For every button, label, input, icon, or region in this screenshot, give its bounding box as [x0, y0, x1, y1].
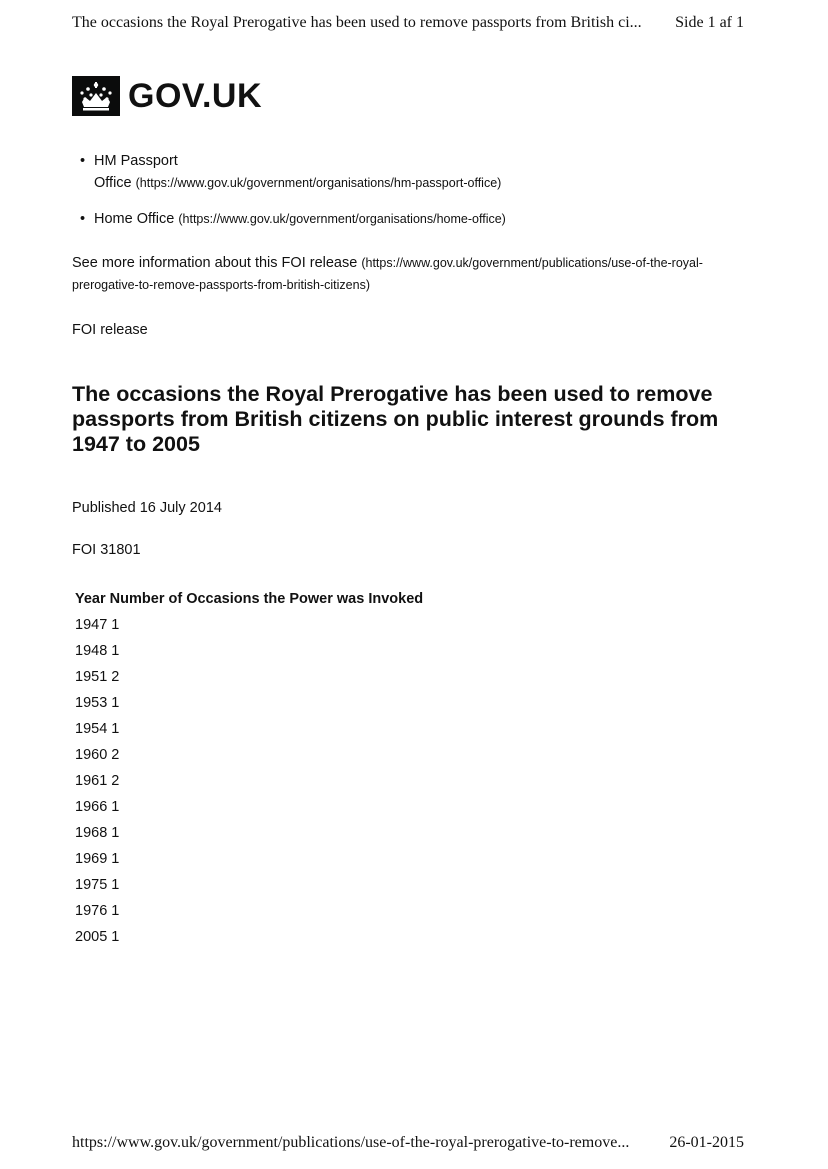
occasions-table	[75, 588, 423, 952]
table-row: 1960 2	[75, 747, 120, 763]
print-footer-date: 26-01-2015	[669, 1134, 744, 1151]
list-item	[94, 208, 506, 230]
published-date: Published 16 July 2014	[72, 500, 222, 516]
print-header	[72, 14, 744, 32]
print-header-page: Side 1 af 1	[675, 14, 744, 31]
govuk-logo[interactable]	[72, 76, 262, 116]
logo-text: GOV.UK	[128, 76, 263, 115]
table-row: 1961 2	[75, 773, 120, 789]
document-type: FOI release	[72, 322, 148, 338]
more-info-link[interactable]	[72, 252, 752, 296]
org-href: (https://www.gov.uk/government/organisations/home-office)	[178, 212, 506, 226]
org-link-hm-passport-office[interactable]: HM Passport Office (https://www.gov.uk/government/organisations/hm-passport-office)	[94, 153, 502, 191]
org-href: (https://www.gov.uk/government/organisations/hm-passport-office)	[135, 176, 502, 190]
more-info-href: (https://www.gov.uk/government/publications/use-of-the-royal-prerogative-to-remove-passports-from-british-citizens)	[72, 256, 703, 292]
organisation-list	[94, 150, 506, 244]
foi-reference: FOI 31801	[72, 542, 141, 558]
table-row: 1976 1	[75, 903, 120, 919]
print-footer	[72, 1134, 744, 1152]
table-row: 1953 1	[75, 695, 120, 711]
crown-icon	[72, 76, 120, 116]
table-row: 1951 2	[75, 669, 120, 685]
table-row: 2005 1	[75, 929, 120, 945]
table-row: 1947 1	[75, 617, 120, 633]
org-link-home-office[interactable]: Home Office (https://www.gov.uk/government/organisations/home-office)	[94, 211, 506, 227]
list-item	[94, 150, 506, 194]
print-footer-url: https://www.gov.uk/government/publications/use-of-the-royal-prerogative-to-remove...	[72, 1134, 630, 1151]
table-row: 1969 1	[75, 851, 120, 867]
page-title: The occasions the Royal Prerogative has been used to remove passports from British citizens on public interest grounds from 1947 to 2005	[72, 382, 719, 456]
more-info-text: See more information about this FOI release	[72, 255, 358, 271]
table-header: Year Number of Occasions the Power was Invoked	[75, 591, 424, 607]
table-row: 1966 1	[75, 799, 120, 815]
table-row: 1954 1	[75, 721, 120, 737]
table-row: 1975 1	[75, 877, 120, 893]
print-header-title: The occasions the Royal Prerogative has been used to remove passports from British ci...	[72, 14, 642, 31]
table-row: 1948 1	[75, 643, 120, 659]
table-row: 1968 1	[75, 825, 120, 841]
